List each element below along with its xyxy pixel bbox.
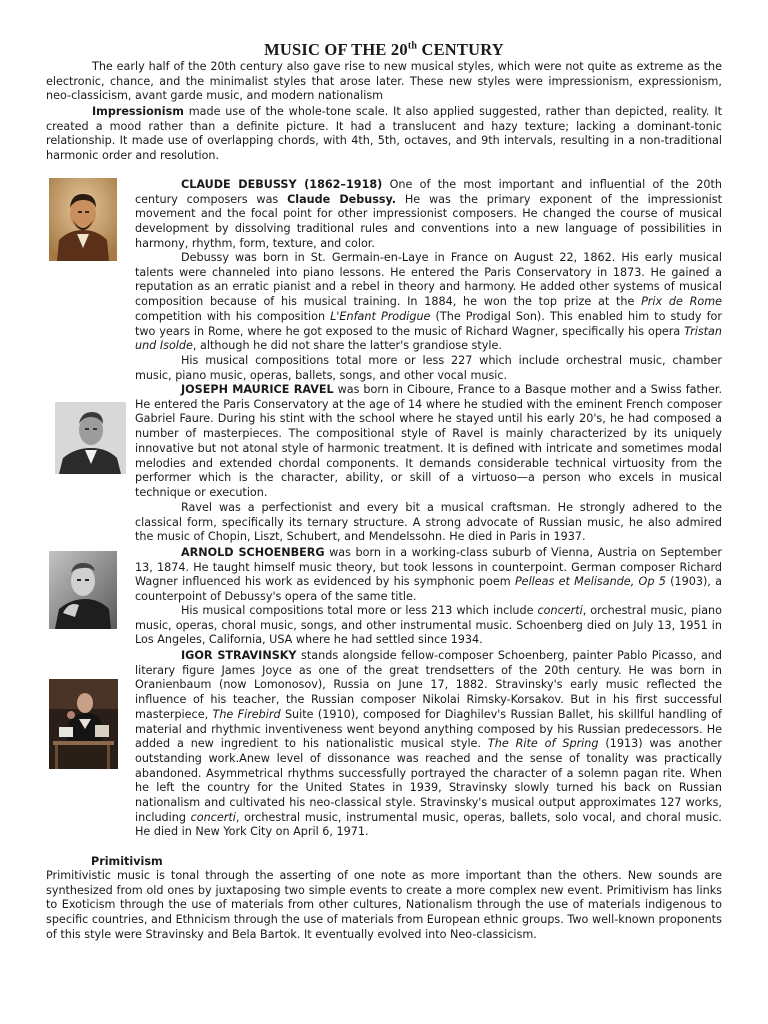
debussy-bold-name: Claude Debussy. bbox=[287, 192, 397, 206]
schoenberg-name: ARNOLD SCHOENBERG bbox=[181, 546, 325, 559]
debussy-text-c: He was the primary exponent of the impressionist movement and the focal point for other impressionist composers. He changed the course of musical development by dissolving traditional rules and conventions into a new language of possibilities in harmony, rhythm, form, texture, and color. bbox=[135, 192, 722, 250]
debussy-bio-a: Debussy was born in St. Germain-en-Laye in France on August 22, 1862. His early musical talents were channeled into piano lessons. He entered the Paris Conservatory in 1873. He gained a reputation as an erratic pianist and a rebel in theory and harmony. He added other systems of musical composition because of his musical training. In 1884, he won the top prize at the bbox=[135, 251, 722, 309]
stravinsky-portrait bbox=[49, 679, 118, 769]
debussy-paragraph-3 bbox=[135, 354, 722, 383]
enfant-prodigue: L'Enfant Prodigue bbox=[330, 309, 431, 323]
debussy-works: His musical compositions total more or less 227 which include orchestral music, chamber music, piano music, operas, ballets, songs, and other vocal music. bbox=[135, 354, 722, 382]
stravinsky-bio-c: Suite (1910), composed for Diaghilev's Russian Ballet, his skillful handling of material and rhythmic inventiveness went beyond anything composed by his Russian predecessors. He added a new ingredient to his nationalistic musical style. bbox=[135, 707, 722, 751]
stravinsky-bio-e: (1913) was another outstanding work.Anew level of dissonance was reached and the sense of tonality was practically abandoned. Asymmetrical rhythms successfully portrayed the character of a solemn pagan rite. When he left the country for the United States in 1939, Stravinsky slowly turned his back on Russian nationalism and cultivated his neo-classical style. Stravinsky's musical output approximates 127 works, including bbox=[135, 737, 722, 824]
schoenberg-bio-c: (1903), a counterpoint of Debussy's opera of the same title. bbox=[135, 575, 722, 604]
debussy-bio-g: , although he did not share the latter's grandiose style. bbox=[192, 339, 502, 353]
debussy-name: CLAUDE DEBUSSY (1862–1918) bbox=[181, 178, 383, 191]
ravel-paragraph-2 bbox=[135, 501, 722, 545]
schoenberg-paragraph-2 bbox=[135, 604, 722, 648]
debussy-bio-c: competition with his composition bbox=[135, 309, 331, 323]
ravel-paragraph-1 bbox=[135, 383, 722, 501]
stravinsky-bio-a: stands alongside fellow-composer Schoenberg, painter Pablo Picasso, and literary figure James Joyce as one of the great trendsetters of the 20th century. He was born in Oranienbaum (now Lomonosov), Russia on June 17, 1882. Stravinsky's early music reflected the influence of his teacher, the Russian composer Nikolai Rimsky-Korsakov. But in his first successful masterpiece, bbox=[135, 649, 722, 721]
ravel-name: JOSEPH MAURICE RAVEL bbox=[181, 383, 334, 396]
the-rite-of-spring: The Rite of Spring bbox=[487, 737, 599, 751]
impressionism-paragraph bbox=[46, 105, 722, 164]
debussy-text-a: One of the most important and influential of the 20th century composers was bbox=[135, 178, 722, 206]
ravel-portrait bbox=[55, 402, 126, 474]
prix-de-rome: Prix de Rome bbox=[641, 295, 722, 309]
stravinsky-name: IGOR STRAVINSKY bbox=[181, 649, 297, 662]
schoenberg-concerti: concerti bbox=[537, 604, 583, 617]
schoenberg-works-c: , orchestral music, piano music, operas, choral music, songs, and other instrumental music. Schoenberg died on July 13, 1951 in Los Angeles, California, USA where he had settled since 1934. bbox=[135, 604, 722, 647]
stravinsky-concerti: concerti bbox=[190, 810, 236, 824]
stravinsky-bio-g: , orchestral music, instrumental music, operas, ballets, solo vocal, and choral music. He died in New York City on April 6, 1971. bbox=[135, 810, 722, 839]
schoenberg-bio-a: was born in a working-class suburb of Vienna, Austria on September 13, 1874. He taught himself music theory, but took lessons in counterpoint. German composer Richard Wagner influenced his work as evidenced by his symphonic poem bbox=[135, 546, 722, 589]
ravel-bio: was born in Ciboure, France to a Basque mother and a Swiss father. He entered the Paris Conservatory at the age of 14 where he studied with the eminent French composer Gabriel Faure. During his stint with the school where he stayed until his early 20's, he had composed a number of masterpieces. The compositional style of Ravel is mainly characterized by its uniquely innovative but not atonal style of harmonic treatment. It is defined with intricate and sometimes modal melodies and extended chordal components. It demands considerable technical virtuosity from the performer which is the character, ability, or skill of a virtuoso—a person who excels in musical technique or execution. bbox=[135, 383, 722, 499]
primitivism-paragraph bbox=[46, 869, 722, 943]
primitivism-text: Primitivistic music is tonal through the asserting of one note as more important than the others. New sounds are synthesized from old ones by juxtaposing two simple events to create a more complex new event. Primitivism has links to Exoticism through the use of materials from other cultures, Nationalism through the use of materials indigenous to specific countries, and Ethnicism through the use of materials from European ethnic groups. Two well-known proponents of this style were Stravinsky and Bela Bartok. It eventually evolved into Neo-classicism. bbox=[46, 869, 722, 941]
debussy-paragraph-1 bbox=[135, 178, 722, 252]
schoenberg-works-a: His musical compositions total more or less 213 which include bbox=[181, 604, 538, 617]
schoenberg-portrait bbox=[49, 551, 117, 629]
ravel-style: Ravel was a perfectionist and every bit a musical craftsman. He strongly adhered to the classical form, specifically its ternary structure. A strong advocate of Russian music, he also admired the music of Chopin, Liszt, Schubert, and Mendelssohn. He died in Paris in 1937. bbox=[135, 501, 722, 544]
title-superscript: th bbox=[407, 40, 418, 52]
the-firebird: The Firebird bbox=[212, 707, 281, 721]
impressionism-term: Impressionism bbox=[92, 105, 184, 118]
impressionism-text: made use of the whole-tone scale. It also applied suggested, rather than depicted, reality. It created a mood rather than a definite picture. It had a translucent and hazy texture; lacking a dominant-tonic relationship. It made use of overlapping chords, with 4th, 5th, octaves, and 9th intervals, resulting in a non-traditional harmonic order and resolution. bbox=[46, 105, 722, 163]
intro-paragraph bbox=[46, 60, 722, 104]
schoenberg-paragraph-1 bbox=[135, 546, 722, 605]
debussy-portrait bbox=[49, 178, 117, 261]
page-title bbox=[0, 40, 768, 60]
debussy-paragraph-2 bbox=[135, 251, 722, 354]
title-main: MUSIC OF THE 20 bbox=[264, 40, 408, 59]
tristan-und-isolde: Tristan und Isolde bbox=[135, 324, 722, 353]
title-tail: CENTURY bbox=[417, 40, 504, 59]
intro-text: The early half of the 20th century also gave rise to new musical styles, which were not quite as extreme as the electronic, chance, and the minimalist styles that arose later. These new styles were impressionism, expressionism, neo-classicism, avant garde music, and modern nationalism bbox=[46, 60, 722, 103]
debussy-bio-e: (The Prodigal Son). This enabled him to study for two years in Rome, where he got exposed to the music of Richard Wagner, specifically his opera bbox=[135, 309, 722, 338]
stravinsky-paragraph bbox=[135, 649, 722, 840]
pelleas-et-melisande: Pelleas et Melisande, Op 5 bbox=[514, 575, 666, 589]
primitivism-heading: Primitivism bbox=[91, 855, 163, 868]
